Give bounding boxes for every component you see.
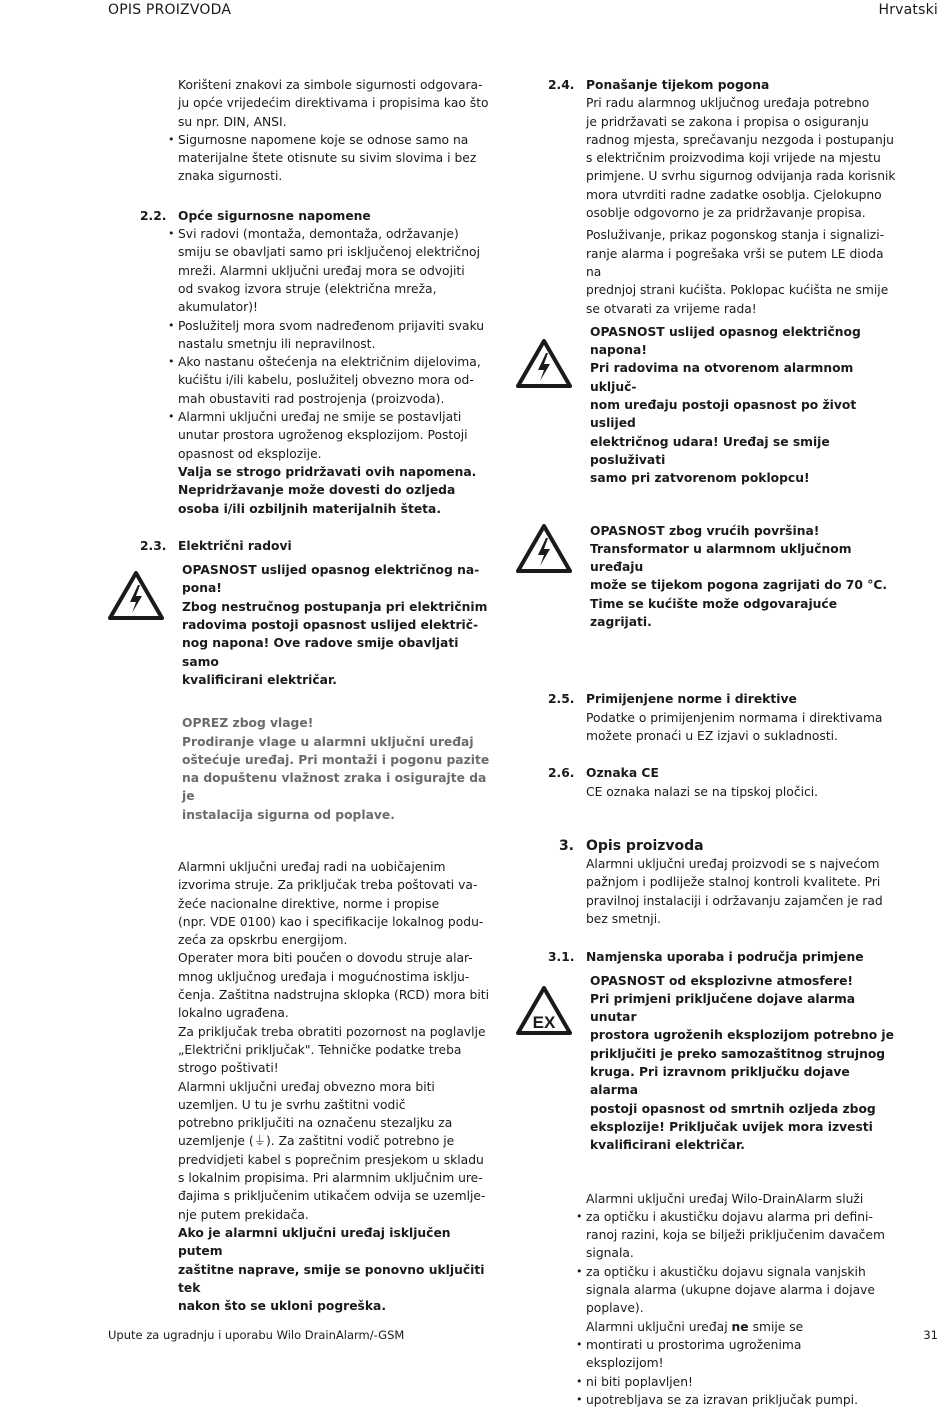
intro-paragraph: Korišteni znakovi za simbole sigurnosti odgovara- ju opće vrijedećim direktivama i propisima kao što su npr. DIN, ANSI.	[178, 78, 489, 129]
section-2-4-heading: 2.4. Ponašanje tijekom pogona	[548, 78, 770, 92]
bullet-item: • Ako nastanu oštećenja na električnim dijelovima, kućištu i/ili kabelu, poslužitelj obvezno mora od- mah obustaviti rad postrojenja (proizvoda).	[140, 353, 490, 408]
paragraph: Alarmni uključni uređaj obvezno mora biti uzemljen. U tu je svrhu zaštitni vodič potrebno priključiti na označenu stezaljku za uzemljenje (⏚). Za zaštitni vodič potrebno je predvidjeti kabel s poprečnim presjekom u skladu s lokalnim propisima. Pri alarmnim uključnim ure- đajima s priključenim utikačem odvija se uzemlje- nje putem prekidača.	[178, 1079, 486, 1222]
footer-title: Upute za ugradnju i uporabu Wilo DrainAlarm/-GSM	[108, 1328, 405, 1342]
paragraph: Posluživanje, prikaz pogonskog stanja i signalizi- ranje alarma i pogrešaka vrši se putem LE dioda na prednjoj strani kućišta. Poklopac kućišta ne smije se otvarati za vrijeme rada!	[586, 228, 889, 316]
bullet-item: • Svi radovi (montaža, demontaža, održavanje) smiju se obavljati samo pri isključenoj električnoj mreži. Alarmni uključni uređaj mora se odvojiti od svakog izvora struje (električna mreža, akumulator)!	[140, 225, 490, 316]
bullet-item: • Alarmni uključni uređaj ne smije se postavljati unutar prostora ugroženog eksplozijom. Postoji opasnost od eksplozije.	[140, 408, 490, 463]
intro-bullet: • Sigurnosne napomene koje se odnose samo na materijalne štete otisnute su sivim slovima i bez znaka sigurnosti.	[140, 131, 490, 186]
paragraph: Pri radu alarmnog uključnog uređaja potrebno je pridržavati se zakona i propisa o osiguranju radnog mjesta, sprečavanju nezgoda i postupanju s električnim proizvodima koji vrijede na mjestu primjene. U svrhu sigurnog odvijanja rada korisnik mora utvrditi radne zadatke osoblja. Cjelokupno osoblje odgovorno je za pridržavanje propisa.	[586, 96, 896, 221]
header-title: OPIS PROIZVODA	[108, 2, 232, 18]
section-2-3-heading: 2.3. Električni radovi	[140, 538, 292, 553]
section-3-heading: 3. Opis proizvoda	[558, 837, 704, 854]
bullet-item: • za optičku i akustičku dojavu alarma pri defini- ranoj razini, koja se bilježi priključenim davačem signala.	[548, 1208, 900, 1263]
paragraph: Alarmni uključni uređaj radi na uobičajenim izvorima struje. Za priključak treba poštovati va- žeće nacionalne direktive, norme i propise (npr. VDE 0100) kao i specifikacije lokalnog podu- zeća za opskrbu energijom.	[178, 859, 484, 948]
paragraph: Alarmni uključni uređaj proizvodi se s najvećom pažnjom i podliježe stalnoj kontroli kvalitete. Pri pravilnoj instalaciji i održavanju zajamčen je rad bez smetnji.	[586, 857, 883, 926]
page-number: 31	[923, 1328, 938, 1342]
right-column	[532, 76, 900, 1409]
bullet-item: • Poslužitelj mora svom nadređenom prijaviti svaku nastalu smetnju ili nepravilnost.	[140, 317, 490, 354]
section-2-6-heading: 2.6. Oznaka CE	[548, 766, 659, 781]
high-voltage-warning-icon	[516, 339, 572, 389]
high-voltage-warning-icon	[516, 524, 572, 574]
bullet-item: • za optičku i akustičku dojavu signala vanjskih signala alarma (ukupne dojave alarma i dojave poplave).	[548, 1263, 900, 1318]
moisture-caution: OPREZ zbog vlage! Prodiranje vlage u alarmni uključni uređaj oštećuje uređaj. Pri montaži i pogonu pazite na dopuštenu vlažnost zraka i osigurajte da je instalacija sigurna od poplave.	[182, 716, 490, 822]
header-language: Hrvatski	[878, 2, 938, 18]
paragraph: Za priključak treba obratiti pozornost na poglavlje „Električni priključak". Tehničke podatke treba strogo poštivati!	[178, 1024, 486, 1076]
bullet-item: • upotrebljava se za izravan priključak pumpi.	[548, 1391, 900, 1409]
explosion-warning: EX OPASNOST od eksplozivne atmosfere! Pri primjeni priključene dojave alarma unutar prostora ugroženih eksplozijom potrebno je priključiti je preko samozaštitnog strujnog kruga. Pri izravnom priključku dojave alarma postoji opasnost od smrtnih ozljeda zbog eksplozije! Priključak uvijek mora izvesti kvalificirani električar.	[548, 972, 900, 1155]
paragraph: Alarmni uključni uređaj Wilo-DrainAlarm služi	[586, 1191, 864, 1206]
left-column	[140, 76, 490, 1315]
paragraph: Operater mora biti poučen o dovodu struje alar- mnog uključnog uređaja i mogućnostima isklju- čenja. Zaštitna nadstrujna sklopka (RCD) mora biti lokalno ugrađena.	[178, 951, 489, 1021]
explosion-hazard-icon	[516, 986, 572, 1036]
bold-notice: Valja se strogo pridržavati ovih napomena. Nepridržavanje može dovesti do ozljeda osoba i/ili ozbiljnih materijalnih šteta.	[178, 464, 477, 516]
section-3-1-heading: 3.1. Namjenska uporaba i područja primjene	[548, 950, 864, 965]
paragraph: CE oznaka nalazi se na tipskoj pločici.	[586, 784, 819, 799]
electrical-warning: OPASNOST uslijed opasnog električnog napona! Pri radovima na otvorenom alarmnom uključ- nom uređaju postoji opasnost po život uslijed električnog udara! Uređaj se smije posluživati samo pri zatvorenom poklopcu!	[548, 323, 900, 488]
section-2-2-heading: 2.2. Opće sigurnosne napomene	[140, 208, 371, 223]
bold-notice: Ako je alarmni uključni uređaj isključen putem zaštitne naprave, smije se ponovno uključiti tek nakon što se ukloni pogreška.	[178, 1225, 485, 1314]
bullet-item: • ni biti poplavljen!	[548, 1373, 900, 1391]
hot-surface-warning: OPASNOST zbog vrućih površina! Transformator u alarmnom uključnom uređaju može se tijekom pogona zagrijati do 70 °C. Time se kućište može odgovarajuće zagrijati.	[548, 522, 900, 632]
high-voltage-warning-icon	[108, 571, 164, 621]
paragraph: Podatke o primijenjenim normama i direktivama možete pronaći u EZ izjavi o sukladnosti.	[586, 710, 883, 743]
electrical-warning: OPASNOST uslijed opasnog električnog na- pona! Zbog nestručnog postupanja pri električnim radovima postoji opasnost uslijed električ- nog napona! Ove radove smije obavljati samo kvalificirani električar.	[140, 561, 490, 689]
svg-text:EX: EX	[532, 1012, 556, 1032]
section-2-5-heading: 2.5. Primijenjene norme i direktive	[548, 692, 797, 707]
paragraph: Alarmni uključni uređaj ne smije se	[586, 1319, 804, 1334]
bullet-item: • montirati u prostorima ugroženima eksplozijom!	[548, 1336, 900, 1373]
